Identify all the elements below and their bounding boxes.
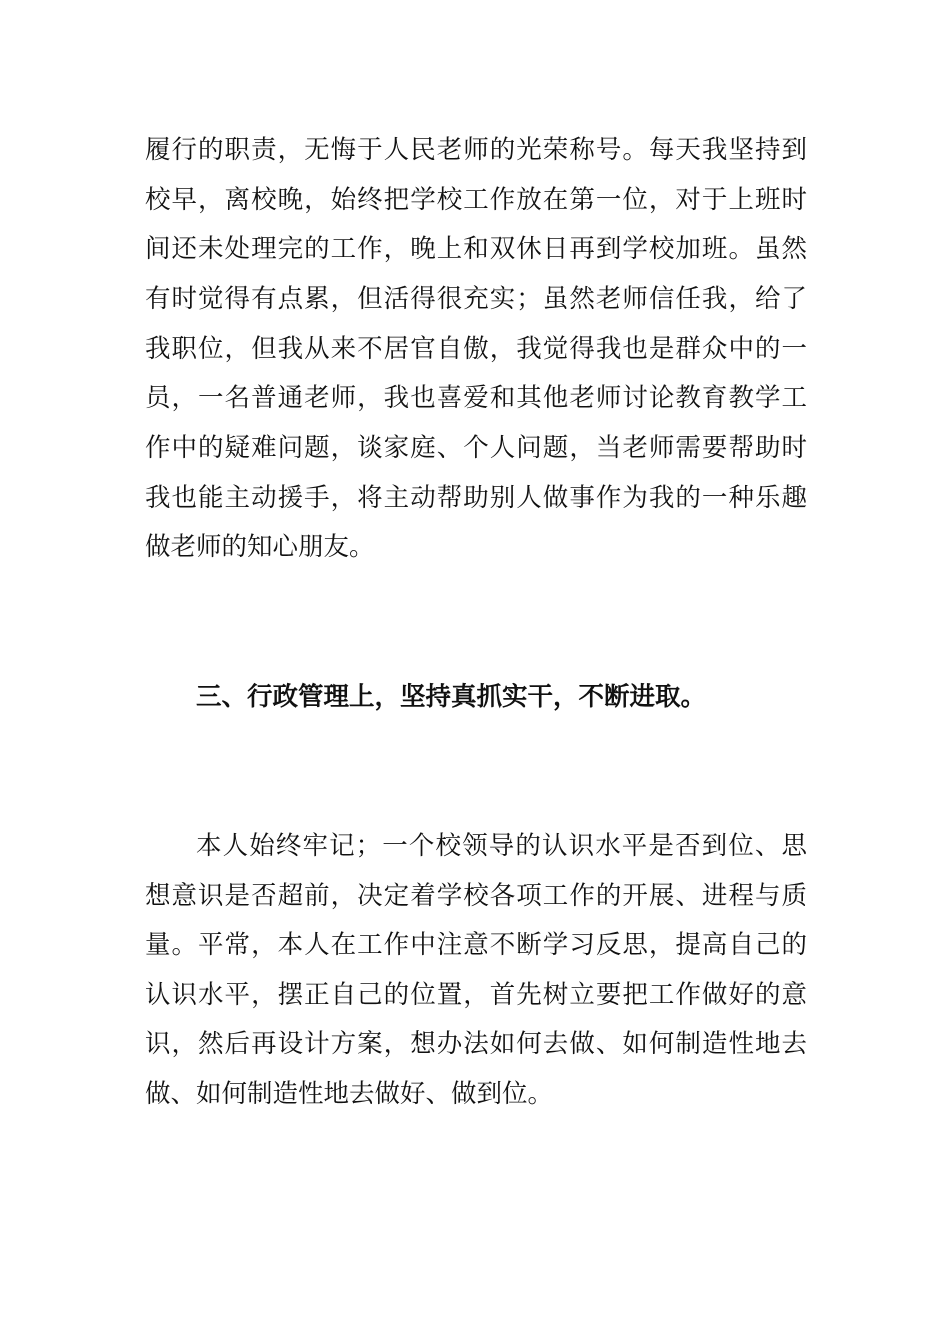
text-line: 量。平常，本人在工作中注意不断学习反思，提高自己的 [145,930,807,960]
text-line: 识，然后再设计方案，想办法如何去做、如何制造性地去 [145,1029,807,1059]
text-line: 履行的职责，无悔于人民老师的光荣称号。每天我坚持到 [145,135,807,165]
text-line: 我也能主动援手，将主动帮助别人做事作为我的一种乐趣 [145,483,807,513]
text-line: 我职位，但我从来不居官自傲，我觉得我也是群众中的一 [145,334,807,364]
text-line: 本人始终牢记；一个校领导的认识水平是否到位、思 [196,831,807,861]
text-line: 认识水平，摆正自己的位置，首先树立要把工作做好的意 [145,980,807,1010]
text-line: 校早，离校晚，始终把学校工作放在第一位，对于上班时 [145,185,807,215]
text-line: 做、如何制造性地去做好、做到位。 [145,1079,554,1109]
section-heading: 三、行政管理上，坚持真抓实干，不断进取。 [196,682,707,712]
text-line: 做老师的知心朋友。 [145,532,375,562]
text-line: 员，一名普通老师，我也喜爱和其他老师讨论教育教学工 [145,383,807,413]
text-line: 有时觉得有点累，但活得很充实；虽然老师信任我，给了 [145,284,807,314]
text-line: 间还未处理完的工作，晚上和双休日再到学校加班。虽然 [145,234,807,264]
text-line: 作中的疑难问题，谈家庭、个人问题，当老师需要帮助时 [145,433,807,463]
text-line: 想意识是否超前，决定着学校各项工作的开展、进程与质 [145,881,807,911]
